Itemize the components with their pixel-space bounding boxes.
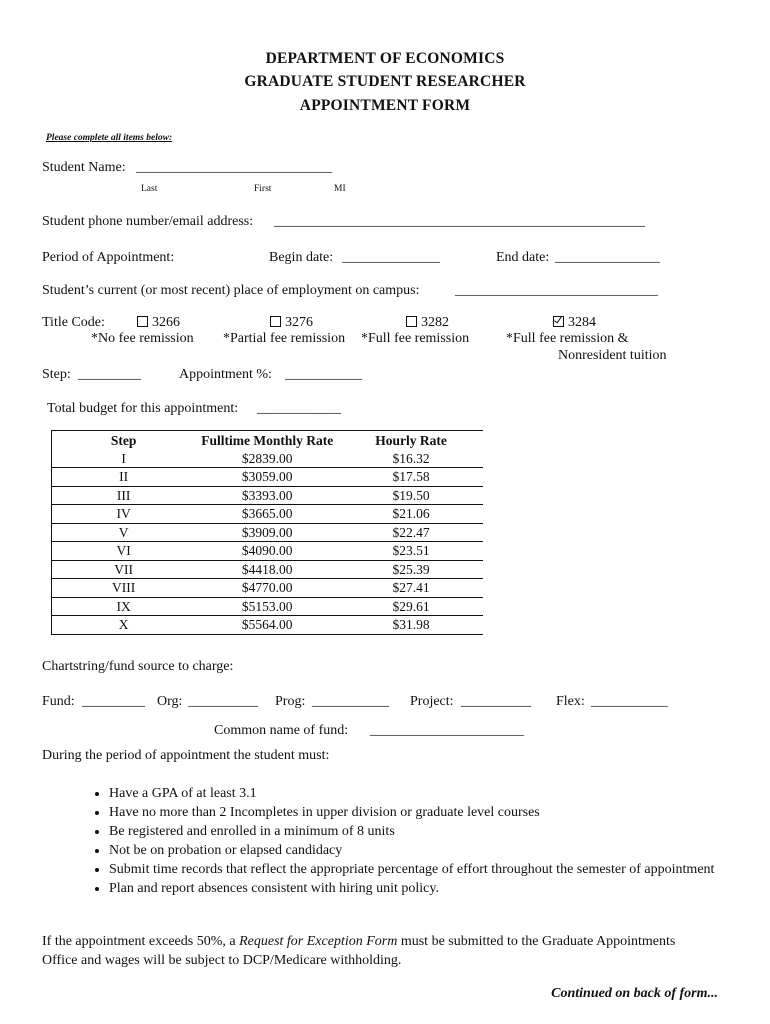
step-label: Step: [42,367,71,382]
list-item: • Not be on probation or elapsed candidacy [109,841,729,860]
hourly-rate-cell: $21.06 [392,506,430,521]
appointment-percent-field[interactable]: ___________ [285,367,362,382]
step-cell: X [118,617,129,632]
title-code-3282-desc: *Full fee remission [361,331,470,346]
hourly-rate-cell: $17.58 [392,469,430,484]
project-label: Project: [410,694,454,709]
table-row [52,523,484,542]
hourly-rate-cell: $31.98 [392,617,430,632]
header-hourly-rate: Hourly Rate [375,433,447,448]
list-item: • Plan and report absences consistent with hiring unit policy. [109,879,729,898]
hourly-rate-cell: $22.47 [392,524,430,540]
contact-label: Student phone number/email address: [42,214,254,229]
form-title-line3: APPOINTMENT FORM [299,97,471,114]
title-code-3284-checkbox[interactable]: 3284 [553,315,596,331]
step-field[interactable]: _________ [78,367,141,382]
monthly-rate-cell: $3909.00 [241,524,293,540]
student-name-field[interactable]: ____________________________ [136,160,332,175]
step-cell: VI [116,543,131,558]
monthly-rate-cell: $4090.00 [241,543,293,558]
table-row [52,616,484,635]
table-row [52,450,484,468]
list-item: • Submit time records that reflect the appropriate percentage of effort throughout the semester of appointment [109,860,729,879]
fund-label: Fund: [42,694,75,709]
monthly-rate-cell: $3665.00 [241,506,293,521]
title-code-3266-checkbox[interactable]: 3266 [137,315,180,331]
table-row [52,597,484,616]
exception-form-name: Request for Exception Form [239,934,398,949]
title-code-3276-checkbox[interactable]: 3276 [270,315,313,331]
step-cell: I [121,450,126,466]
begin-date-field[interactable]: ______________ [342,250,440,265]
title-code-3282-checkbox[interactable]: 3282 [406,315,449,331]
hourly-rate-cell: $19.50 [392,487,430,503]
header-monthly-rate: Fulltime Monthly Rate [201,433,334,448]
instructions-note: Please complete all items below: [46,133,173,143]
period-label: Period of Appointment: [42,250,175,265]
hourly-rate-cell: $27.41 [392,580,430,595]
step-cell: V [118,524,129,540]
monthly-rate-cell: $5564.00 [241,617,293,632]
monthly-rate-cell: $3059.00 [241,469,293,484]
chartstring-label: Chartstring/fund source to charge: [42,659,234,674]
step-cell: III [116,487,131,503]
step-cell: IX [116,598,131,614]
budget-label: Total budget for this appointment: [47,401,239,416]
requirements-list [87,784,729,898]
prog-label: Prog: [275,694,306,709]
title-code-label: Title Code: [42,315,105,330]
hourly-rate-cell: $29.61 [392,598,430,614]
end-date-label: End date: [496,250,550,265]
step-cell: VIII [112,580,136,595]
flex-field[interactable]: ___________ [591,694,668,709]
exception-paragraph: If the appointment exceeds 50%, a Request for Exception Form must be submitted to the Graduate Appointments Office and wages will be subject to DCP/Medicare withholding. [42,934,676,968]
title-code-3266-desc: *No fee remission [91,331,194,346]
table-row [52,542,484,561]
fund-field[interactable]: _________ [82,694,145,709]
end-date-field[interactable]: _______________ [555,250,660,265]
budget-field[interactable]: ____________ [257,401,341,416]
step-cell: VII [114,561,134,577]
checked-checkbox-icon [553,316,564,327]
monthly-rate-cell: $3393.00 [241,487,293,503]
requirements-intro: During the period of appointment the student must: [42,748,330,763]
monthly-rate-cell: $2839.00 [241,450,293,466]
hourly-rate-cell: $16.32 [392,450,430,466]
step-cell: II [119,469,129,484]
checkbox-icon [406,316,417,327]
common-fund-field[interactable]: ______________________ [370,723,524,738]
monthly-rate-cell: $5153.00 [241,598,293,614]
hourly-rate-cell: $25.39 [392,561,430,577]
list-item: • Have no more than 2 Incompletes in upper division or graduate level courses [109,803,729,822]
rate-table [51,430,483,635]
flex-label: Flex: [556,694,585,709]
header-step: Step [110,433,137,448]
appointment-percent-label: Appointment %: [179,367,272,382]
prog-field[interactable]: ___________ [312,694,389,709]
table-row [52,468,484,487]
begin-date-label: Begin date: [269,250,334,265]
form-title-line1: DEPARTMENT OF ECONOMICS [265,50,505,67]
title-code-3284-desc: *Full fee remission & [506,331,629,346]
table-row [52,486,484,505]
rate-table-header [52,431,484,450]
student-name-label: Student Name: [42,160,126,175]
title-code-3276-desc: *Partial fee remission [223,331,346,346]
continued-note: Continued on back of form... [551,986,718,1001]
employment-field[interactable]: _____________________________ [455,283,658,298]
monthly-rate-cell: $4770.00 [241,580,293,595]
table-row [52,505,484,524]
title-code-3284-desc2: Nonresident tuition [558,348,667,363]
table-row [52,560,484,579]
form-title-line2: GRADUATE STUDENT RESEARCHER [244,73,526,90]
table-row [52,579,484,598]
list-item: • Have a GPA of at least 3.1 [109,784,729,803]
step-cell: IV [116,506,131,521]
monthly-rate-cell: $4418.00 [241,561,293,577]
list-item: • Be registered and enrolled in a minimum of 8 units [109,822,729,841]
checkbox-icon [137,316,148,327]
student-name-mi-caption: MI [334,184,346,194]
common-fund-label: Common name of fund: [214,723,349,738]
student-name-first-caption: First [254,184,272,194]
hourly-rate-cell: $23.51 [392,543,430,558]
org-field[interactable]: __________ [188,694,258,709]
org-label: Org: [157,694,183,709]
student-name-last-caption: Last [141,184,158,194]
contact-field[interactable]: _____________________________________________________ [274,214,645,229]
employment-label: Student’s current (or most recent) place of employment on campus: [42,283,420,298]
checkbox-icon [270,316,281,327]
project-field[interactable]: __________ [461,694,531,709]
